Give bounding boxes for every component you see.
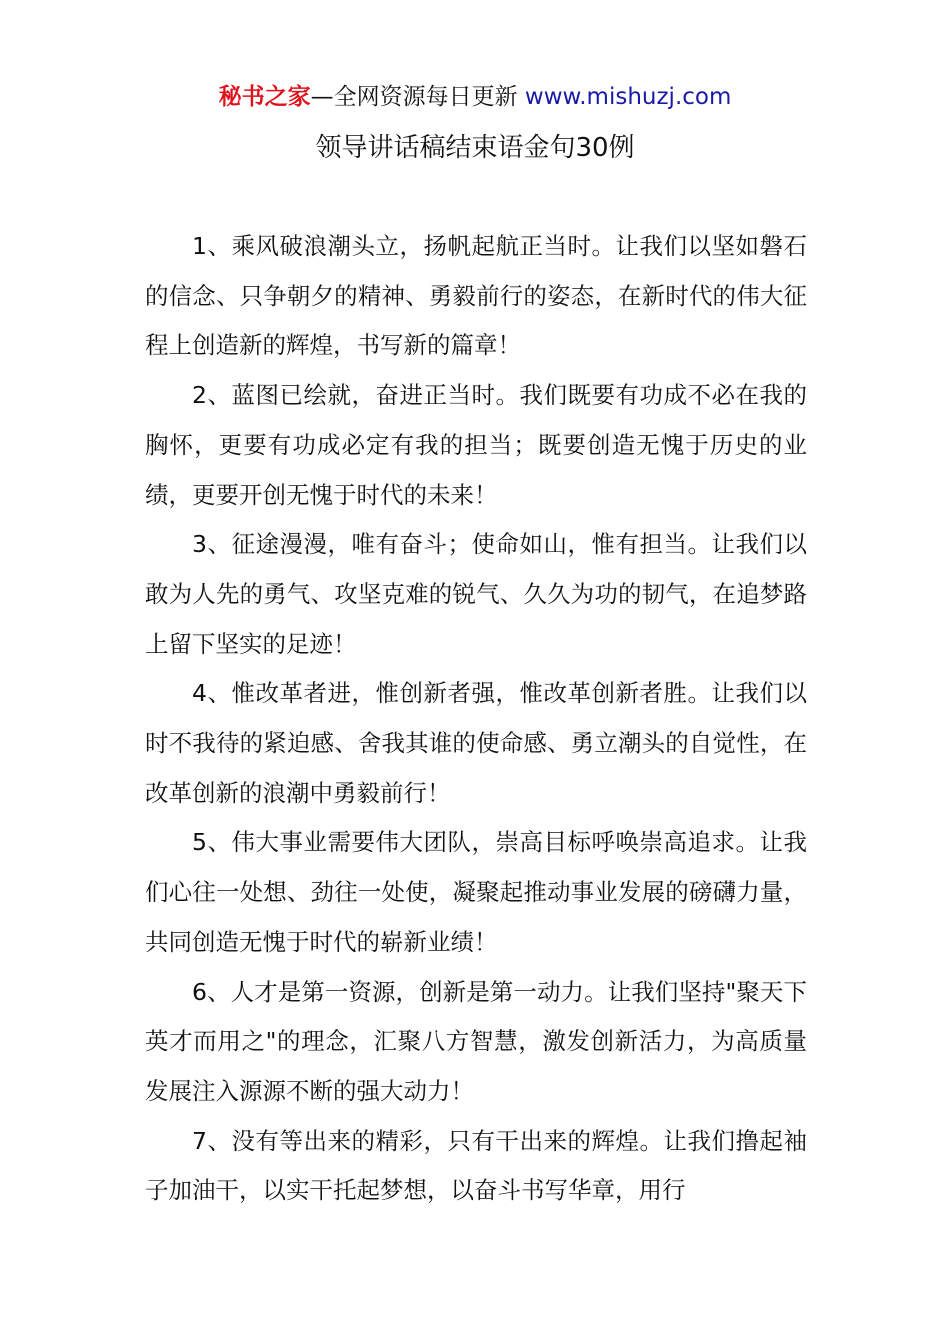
paragraph-1: 1、乘风破浪潮头立，扬帆起航正当时。让我们以坚如磐石的信念、只争朝夕的精神、勇毅前行的姿态，在新时代的伟大征程上创造新的辉煌，书写新的篇章！ xyxy=(145,232,807,360)
paragraph-7: 7、没有等出来的精彩，只有干出来的辉煌。让我们撸起袖子加油干，以实干托起梦想，以奋斗书写华章，用行 xyxy=(145,1126,807,1205)
paragraph-3: 3、征途漫漫，唯有奋斗；使命如山，惟有担当。让我们以敢为人先的勇气、攻坚克难的锐气、久久为功的韧气，在追梦路上留下坚实的足迹！ xyxy=(145,530,807,658)
document-body xyxy=(145,222,807,1216)
brand-name: 秘书之家 xyxy=(218,84,311,110)
document-title: 领导讲话稿结束语金句30例 xyxy=(315,133,635,163)
site-header xyxy=(0,80,950,114)
paragraph-2: 2、蓝图已绘就，奋进正当时。我们既要有功成不必在我的胸怀，更要有功成必定有我的担当；既要创造无愧于历史的业绩，更要开创无愧于时代的未来！ xyxy=(145,381,807,509)
header-tagline: —全网资源每日更新 xyxy=(310,84,525,110)
site-url-link[interactable]: www.mishuzj.com xyxy=(524,84,732,110)
paragraph-5: 5、伟大事业需要伟大团队，崇高目标呼唤崇高追求。让我们心往一处想、劲往一处使，凝聚起推动事业发展的磅礴力量，共同创造无愧于时代的崭新业绩！ xyxy=(145,828,807,956)
paragraph-4: 4、惟改革者进，惟创新者强，惟改革创新者胜。让我们以时不我待的紧迫感、舍我其谁的使命感、勇立潮头的自觉性，在改革创新的浪潮中勇毅前行！ xyxy=(145,679,807,807)
paragraph-6: 6、人才是第一资源，创新是第一动力。让我们坚持"聚天下英才而用之"的理念，汇聚八方智慧，激发创新活力，为高质量发展注入源源不断的强大动力！ xyxy=(145,977,807,1105)
